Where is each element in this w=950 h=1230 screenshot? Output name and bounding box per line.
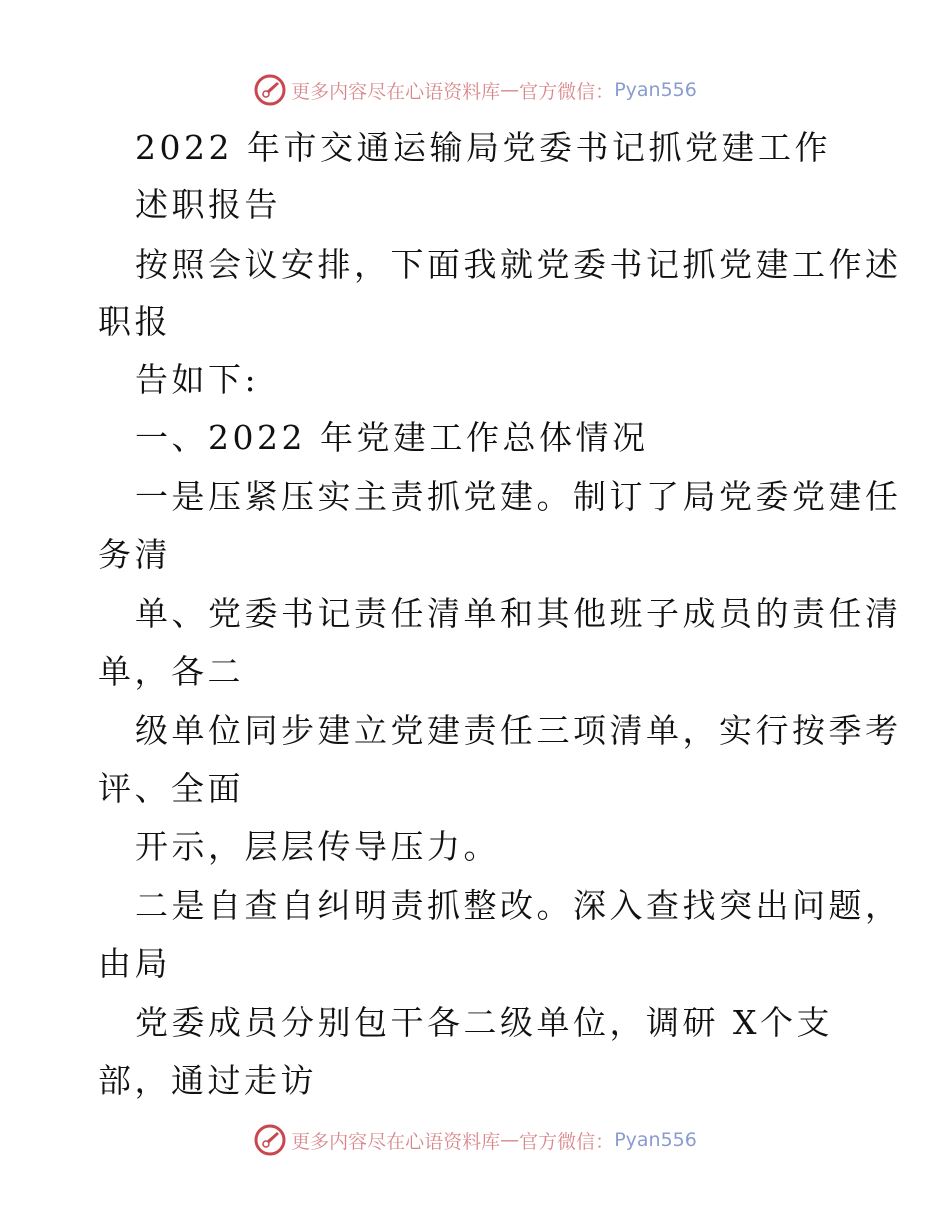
watermark-main-text: 更多内容尽在心语资料库 xyxy=(291,80,501,103)
paragraph-line: 二是自查自纠明责抓整改。深入查找突出问题， xyxy=(135,886,902,925)
paragraph-line: 由局 xyxy=(98,944,171,983)
paragraph-line: 开示，层层传导压力。 xyxy=(135,827,500,866)
quill-seal-icon xyxy=(253,73,287,107)
header-watermark xyxy=(0,70,950,110)
paragraph-line: 按照会议安排，下面我就党委书记抓党建工作述 xyxy=(135,245,902,284)
paragraph-line: 评、全面 xyxy=(98,769,244,808)
paragraph-line: 单、党委书记责任清单和其他班子成员的责任清 xyxy=(135,594,902,633)
watermark-main-text: 更多内容尽在心语资料库 xyxy=(291,1130,501,1153)
paragraph-line: 一是压紧压实主责抓党建。制订了局党委党建任 xyxy=(135,477,902,516)
footer-watermark xyxy=(0,1120,950,1160)
doc-title-line-2: 述职报告 xyxy=(135,185,281,224)
paragraph-line: 单，各二 xyxy=(98,652,244,691)
paragraph-line: 级单位同步建立党建责任三项清单，实行按季考 xyxy=(135,711,902,750)
watermark-wechat-label: 官方微信： xyxy=(519,1130,615,1153)
paragraph-line: 告如下: xyxy=(135,360,260,399)
section-heading: 一、2022 年党建工作总体情况 xyxy=(135,418,649,457)
paragraph-line: 职报 xyxy=(98,302,171,341)
watermark-wechat-label: 官方微信： xyxy=(519,80,615,103)
paragraph-line: 务清 xyxy=(98,535,171,574)
watermark-wechat-id: Pyan556 xyxy=(614,1129,697,1151)
watermark-dash: — xyxy=(500,1129,520,1151)
doc-title-line-1: 2022 年市交通运输局党委书记抓党建工作 xyxy=(135,128,831,167)
watermark-wechat-id: Pyan556 xyxy=(614,79,697,101)
quill-seal-icon xyxy=(253,1123,287,1157)
watermark-dash: — xyxy=(500,79,520,101)
paragraph-line: 部，通过走访 xyxy=(98,1061,317,1100)
paragraph-line: 党委成员分别包干各二级单位，调研 X个支 xyxy=(135,1003,833,1042)
